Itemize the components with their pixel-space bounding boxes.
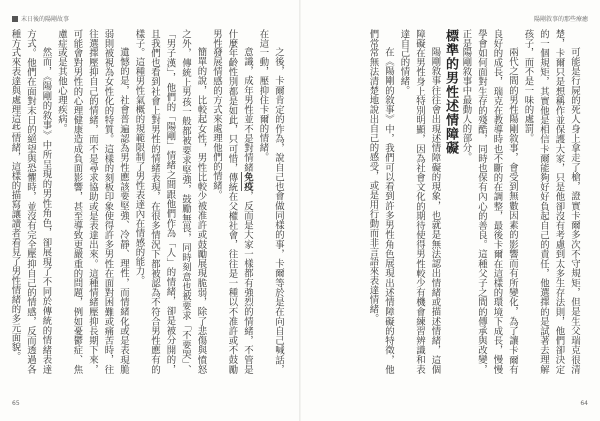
right-running-header: 陽剛敘事的那些療癒 — [533, 16, 588, 23]
left-text-block — [9, 29, 286, 375]
right-page-number: 64 — [580, 400, 588, 407]
left-header-text: 末日後的陽剛故事 — [21, 16, 70, 23]
paragraph-text: 然而， — [40, 46, 52, 77]
paragraph — [458, 29, 520, 374]
right-text-block — [314, 29, 582, 374]
right-page — [300, 0, 600, 421]
paragraph-text: 的現象，也就是無法認出情緒或描述情緒，這個障礙在男性身上特別明顯，因為社會文化的期待使得男性較少有機會練習辨識和表達自己的情緒。 — [398, 29, 441, 374]
paragraph-text: 可能是行屍的死人身上拿走了槍，證實卡爾多次不守規矩，但是生父瑞克很清楚，卡爾只是想稱作並保護大家，只是他卻沒有考慮到太多生存法則，他們卻決定的一個規矩，其實他是相信卡爾能夠好好負起自己的責任，他選擇的是試著去理解孩子，而不是一味的處罰。 — [522, 29, 580, 374]
paragraph-text: ，反而是大家一樣都有強烈的情緒，不管是什麼年齡性別都是如此，只可惜，傳統在父權社會，往往是一種以不准許或不鼓勵男性發展情感的方式來處理他們的情緒。 — [211, 29, 253, 375]
paragraph-text: 兩代之間的男性陽剛敘事，會受到無數因素的影響而有所變化，為了讓卡爾有良好的成長，瑞克在教導時也不斷的在調整，最後卡爾在這樣的環境下成長，慢慢學會如何面對生存的殘酷，同時也保有內心的善良。這種父子之間的傳承與改變，正是陽剛敘事中最動人的部分。 — [460, 29, 518, 374]
paragraph-text: 之後，卡爾肯定的作為，說自己也會做同樣的事，卡爾等於是在向自己喊話，在這一動，壓抑住卡爾的情緒。 — [257, 29, 284, 374]
left-running-header — [12, 14, 69, 23]
paragraph-text: 社會普遍認為男性應該要堅強、冷靜、理性，而情緒化或是表現脆弱則被視為女性化的特質。這樣的刻板印象使得許多男性在面對困難或痛苦時，往往選擇壓抑自己的情緒，而不是尋求協助或是表達出來。這種情緒壓抑長期下來，可能會對男性的心理健康造成負面影響，甚至導致更嚴重的問題，例如憂鬱症、焦慮症或是其他心理疾病。 — [56, 29, 129, 375]
paragraph — [7, 29, 54, 374]
paragraph — [131, 29, 209, 374]
paragraph-text: 《陽剛的敘事》中所呈現的男性角色，卻展現了不同於傳統的情緒表達方式。他們在面對末日的絕望與恐懼時，並沒有完全壓抑自己的情感，反而透過各種方式來表達與處理這些情緒，這樣的描寫讓讀者看見了男性情緒的多元面貌。 — [9, 29, 52, 374]
paragraph — [396, 29, 443, 374]
paragraph — [54, 29, 132, 374]
paragraph-text: 陽剛敘事往往會出現述情障礙 — [429, 46, 441, 172]
paragraph-text: 簡單的說，比較起女性，男性比較少被准許或鼓勵展現脆弱，除了悲傷與憤怒之外，傳統上男孩一般都被要求堅強，鼓勵無畏，同時刻意也被要求「不要哭」、「男子漢」，他們的「陽剛」情緒之間跟他們作為「人」的情緒，卻是被分開的，且我們也看到社會上對男性的情緒表現，在很多情況下都被認為不符合男性應有的樣子。這種男性氣概的規範限制了男性表達內在情感的能力。 — [133, 29, 207, 374]
section-heading: 標準的男性述情障礙 — [443, 29, 458, 155]
paragraph — [365, 29, 396, 374]
paragraph — [520, 29, 582, 374]
paragraph-text: 遺憾的是， — [118, 46, 129, 95]
left-page-number: 65 — [12, 400, 20, 407]
paragraph-text: 在《陽剛的敘事》中，我們可以看到許多男性角色展現出述情障礙的特徵，他們常常無法清楚地說出自己的感受，或是用行動而非言語來表達情緒。 — [367, 29, 394, 374]
emphasized-term: 免疫 — [242, 172, 253, 192]
header-square-mark — [12, 16, 18, 22]
paragraph — [255, 29, 286, 374]
paragraph — [209, 29, 256, 374]
paragraph-text: 意識，成年男性並不是對情緒 — [242, 46, 253, 172]
